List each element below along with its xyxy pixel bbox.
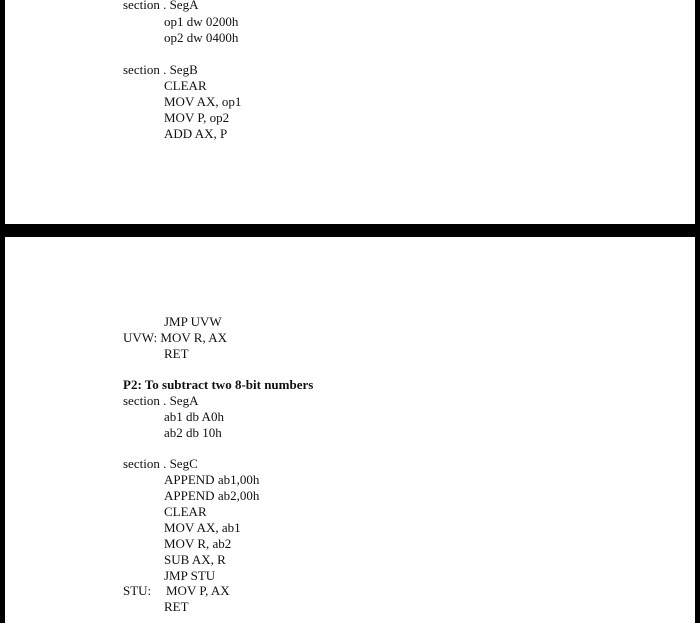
document-page-bottom (5, 237, 695, 623)
code-line: MOV AX, op1 (164, 94, 242, 109)
code-line: section . SegC (123, 456, 198, 471)
code-line: UVW: MOV R, AX (123, 330, 228, 345)
code-line: JMP UVW (164, 314, 222, 329)
code-line: section . SegA (123, 393, 199, 408)
document-page-top (5, 0, 695, 224)
code-line: APPEND ab2,00h (164, 488, 260, 503)
code-line: RET (164, 599, 189, 614)
code-line: SUB AX, R (164, 552, 226, 567)
code-line: ab1 db A0h (164, 409, 224, 424)
code-line: section . SegB (123, 62, 198, 77)
code-label: STU: (123, 583, 152, 598)
code-line: APPEND ab1,00h (164, 472, 260, 487)
code-line: CLEAR (164, 78, 207, 93)
code-line: RET (164, 346, 189, 361)
code-line: op1 dw 0200h (164, 14, 239, 29)
code-line: CLEAR (164, 504, 207, 519)
code-line: JMP STU (164, 568, 216, 583)
code-line: ADD AX, P (164, 126, 228, 141)
code-line: op2 dw 0400h (164, 30, 239, 45)
code-line: MOV P, AX (166, 583, 230, 598)
code-line: MOV P, op2 (164, 110, 230, 125)
section-heading: P2: To subtract two 8-bit numbers (123, 377, 314, 392)
code-line: MOV R, ab2 (164, 536, 232, 551)
code-line: section . SegA (123, 0, 199, 12)
code-line: ab2 db 10h (164, 425, 222, 440)
code-line: MOV AX, ab1 (164, 520, 241, 535)
